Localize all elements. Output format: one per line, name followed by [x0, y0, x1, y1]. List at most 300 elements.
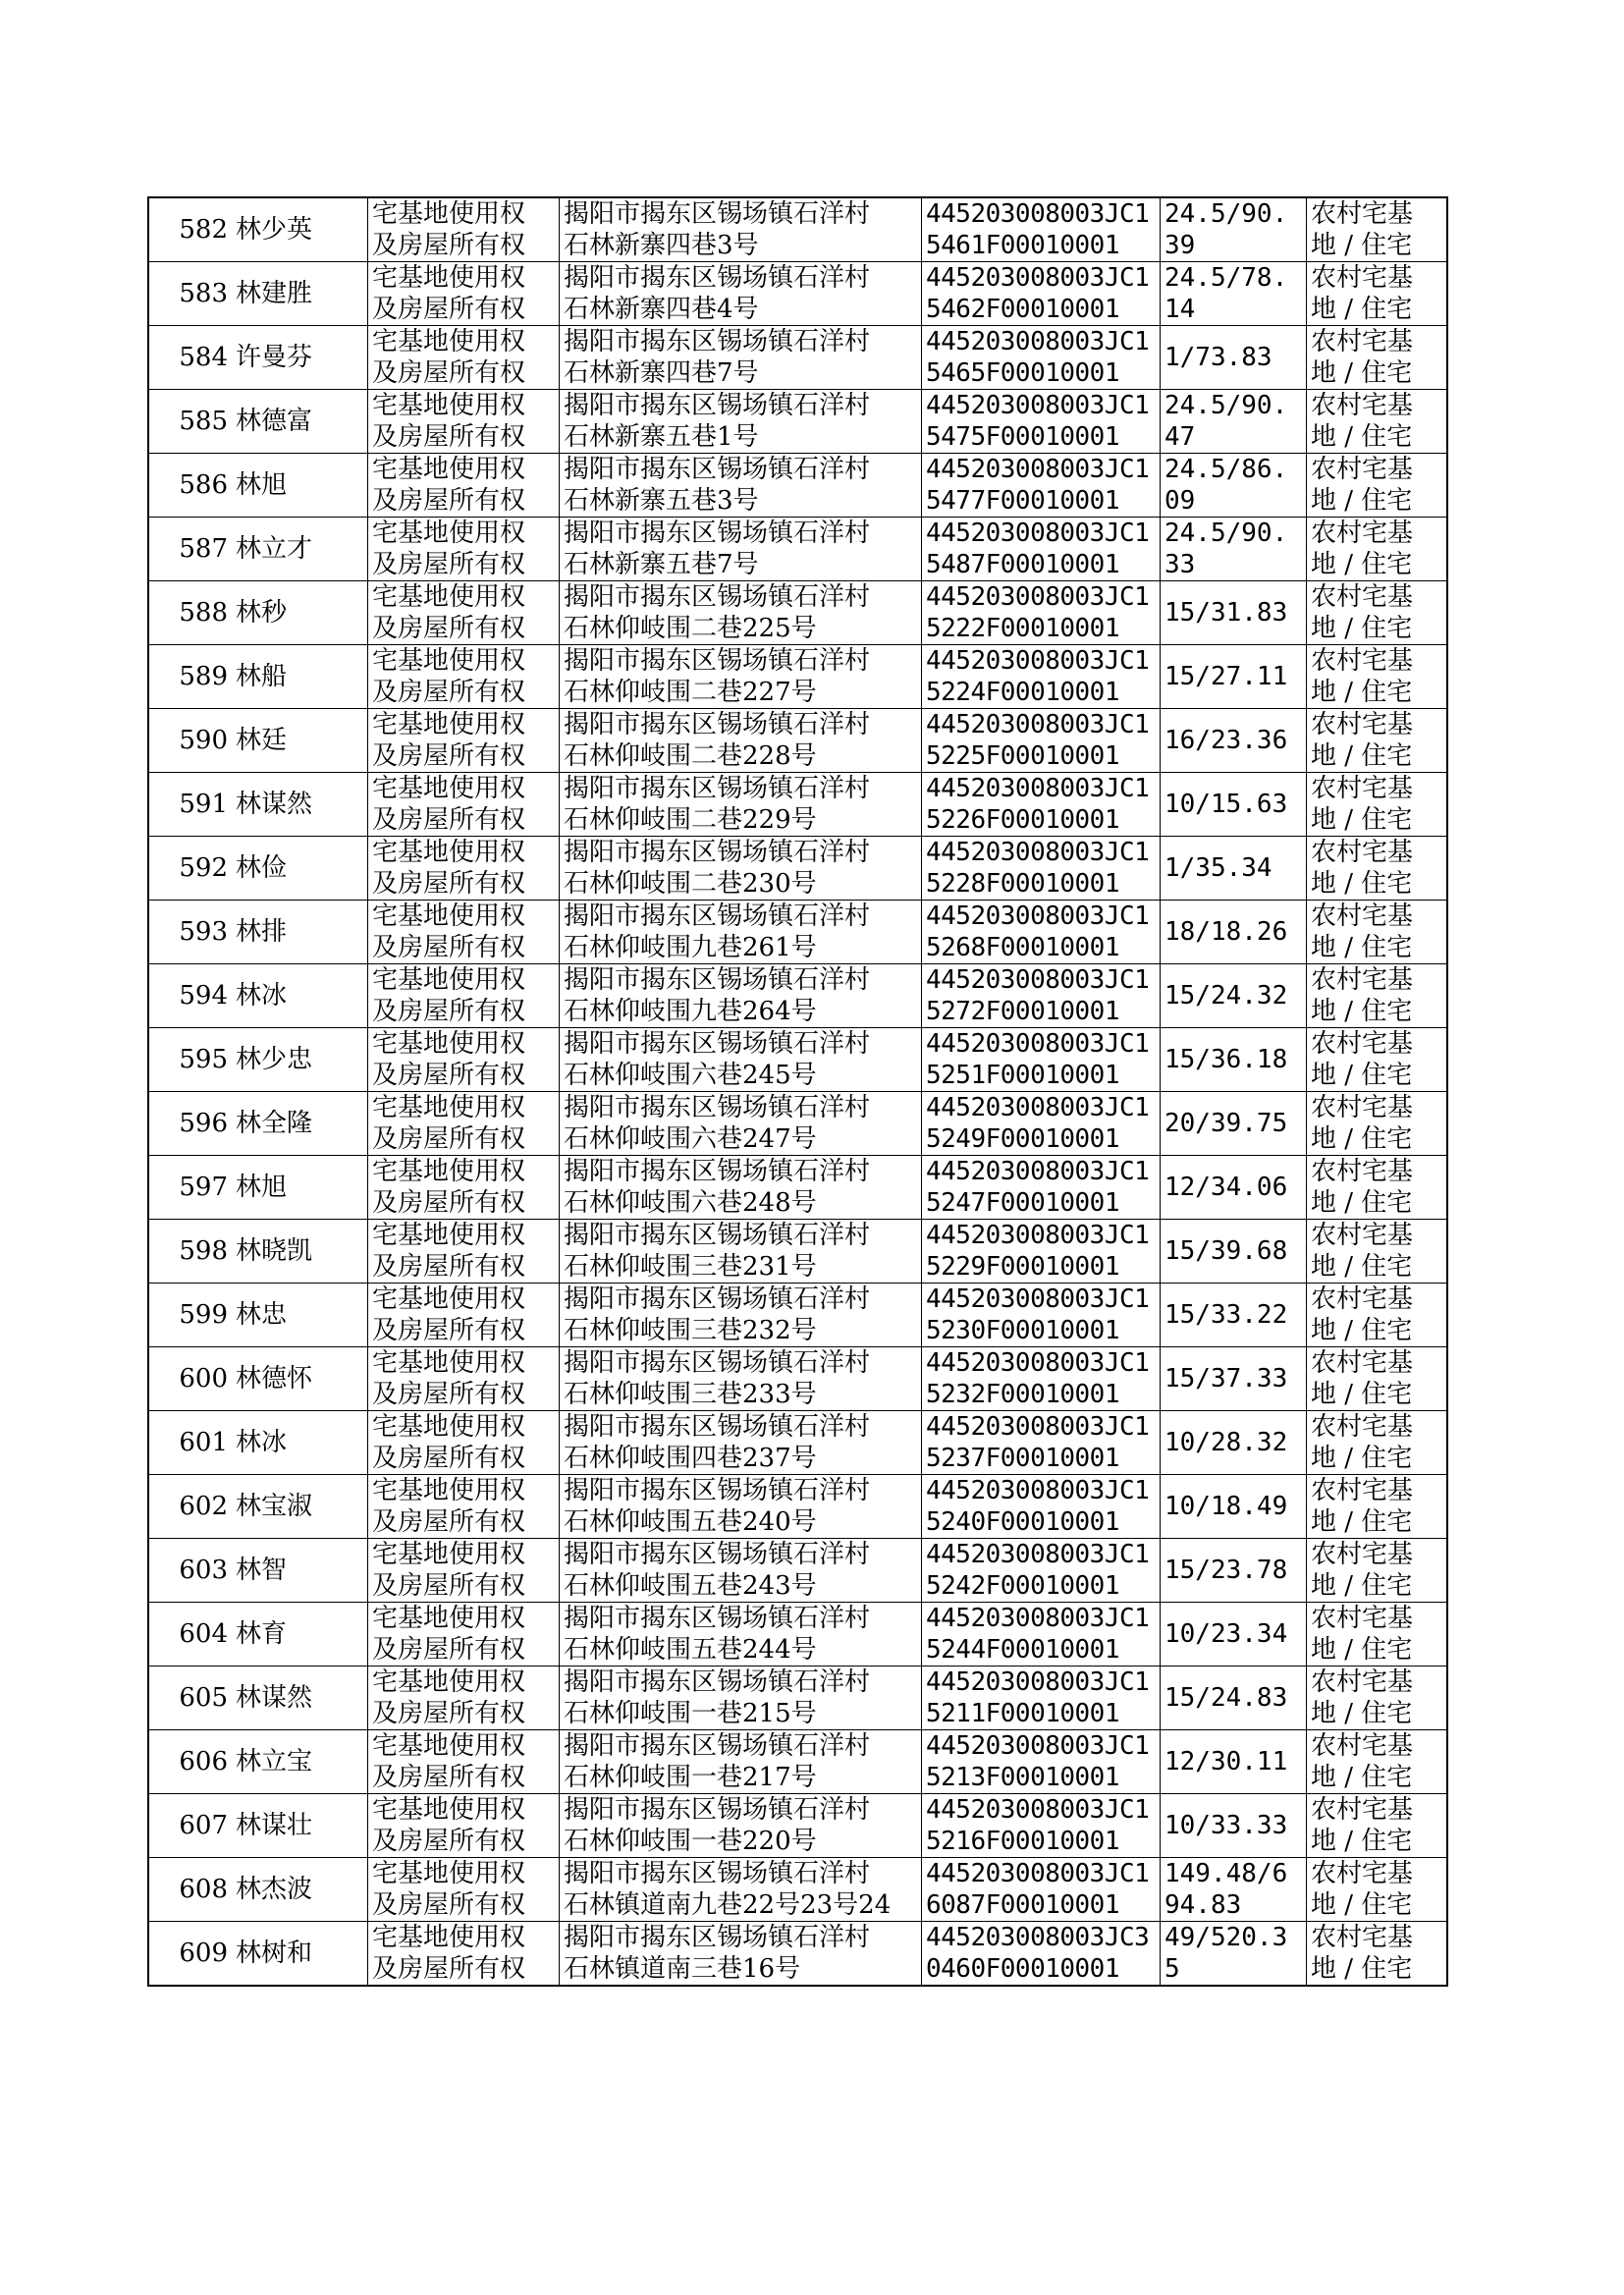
property-address-line: 石林新寨五巷3号 [564, 486, 759, 516]
owner-name: 林谋壮 [232, 1794, 368, 1858]
right-type [368, 262, 560, 326]
usage-line: 农村宅基 [1311, 1667, 1414, 1697]
property-address [560, 1922, 922, 1987]
usage-line: 地 / 住宅 [1311, 1380, 1413, 1409]
right-type-line: 宅基地使用权 [372, 1093, 526, 1122]
property-address [560, 1794, 922, 1858]
property-address-line: 石林仰岐围二巷227号 [564, 678, 817, 707]
table-row [148, 1220, 1447, 1284]
area-value-text: 10/18.49 [1164, 1492, 1288, 1521]
unit-code [922, 197, 1161, 262]
right-type [368, 1922, 560, 1987]
property-address [560, 1220, 922, 1284]
area-value [1161, 1347, 1307, 1411]
property-address-line: 揭阳市揭东区锡场镇石洋村 [564, 1093, 871, 1122]
table-row [148, 1156, 1447, 1220]
usage-line: 地 / 住宅 [1311, 997, 1413, 1026]
right-type-line: 宅基地使用权 [372, 1157, 526, 1186]
unit-code-text: 445203008003JC15213F00010001 [926, 1731, 1150, 1792]
right-type-line: 及房屋所有权 [372, 614, 526, 643]
usage-line: 地 / 住宅 [1311, 231, 1413, 260]
unit-code-text: 445203008003JC15461F00010001 [926, 199, 1150, 260]
owner-name: 林俭 [232, 837, 368, 901]
table-row [148, 964, 1447, 1028]
right-type-line: 及房屋所有权 [372, 1188, 526, 1218]
usage-line: 地 / 住宅 [1311, 1316, 1413, 1345]
row-number: 592 [148, 837, 232, 901]
table-row [148, 1475, 1447, 1539]
property-address-line: 石林镇道南九巷22号23号24 [564, 1890, 892, 1920]
table-row [148, 262, 1447, 326]
right-type-line: 宅基地使用权 [372, 263, 526, 293]
owner-name: 林立宝 [232, 1730, 368, 1794]
unit-code-text: 445203008003JC15222F00010001 [926, 582, 1150, 643]
right-type-line: 及房屋所有权 [372, 678, 526, 707]
usage-line: 农村宅基 [1311, 838, 1414, 867]
property-address-line: 石林仰岐围四巷237号 [564, 1444, 817, 1473]
unit-code [922, 837, 1161, 901]
area-value-text: 20/39.75 [1164, 1109, 1288, 1138]
property-address-line: 揭阳市揭东区锡场镇石洋村 [564, 582, 871, 612]
row-number: 597 [148, 1156, 232, 1220]
unit-code [922, 454, 1161, 518]
property-address [560, 773, 922, 837]
property-address-line: 揭阳市揭东区锡场镇石洋村 [564, 1795, 871, 1825]
row-number: 586 [148, 454, 232, 518]
area-value-text: 15/24.83 [1164, 1683, 1288, 1713]
table-row [148, 1858, 1447, 1922]
property-address-line: 揭阳市揭东区锡场镇石洋村 [564, 391, 871, 420]
property-address-line: 揭阳市揭东区锡场镇石洋村 [564, 774, 871, 803]
area-value-text: 12/34.06 [1164, 1173, 1288, 1202]
usage [1307, 197, 1448, 262]
usage-line: 农村宅基 [1311, 902, 1414, 931]
right-type [368, 1028, 560, 1092]
usage-line: 地 / 住宅 [1311, 1890, 1413, 1920]
area-value [1161, 1220, 1307, 1284]
property-address [560, 518, 922, 581]
owner-name: 林智 [232, 1539, 368, 1603]
unit-code-text: 445203008003JC15224F00010001 [926, 646, 1150, 707]
right-type [368, 645, 560, 709]
row-number: 598 [148, 1220, 232, 1284]
usage-line: 地 / 住宅 [1311, 1444, 1413, 1473]
area-value-text: 1/35.34 [1164, 853, 1272, 883]
area-value-text: 24.5/86.09 [1164, 455, 1288, 516]
area-value [1161, 901, 1307, 964]
area-value-text: 10/15.63 [1164, 790, 1288, 819]
table-row [148, 1667, 1447, 1730]
row-number: 603 [148, 1539, 232, 1603]
table-row [148, 1347, 1447, 1411]
area-value [1161, 964, 1307, 1028]
usage-line: 农村宅基 [1311, 1923, 1414, 1952]
property-address-line: 揭阳市揭东区锡场镇石洋村 [564, 1667, 871, 1697]
usage [1307, 1475, 1448, 1539]
right-type [368, 326, 560, 390]
property-address [560, 1539, 922, 1603]
owner-name: 林廷 [232, 709, 368, 773]
unit-code-text: 445203008003JC15244F00010001 [926, 1604, 1150, 1665]
area-value-text: 15/23.78 [1164, 1556, 1288, 1585]
owner-name: 林建胜 [232, 262, 368, 326]
owner-name: 林晓凯 [232, 1220, 368, 1284]
right-type-line: 宅基地使用权 [372, 774, 526, 803]
area-value-text: 49/520.35 [1164, 1923, 1288, 1984]
usage [1307, 709, 1448, 773]
row-number: 594 [148, 964, 232, 1028]
right-type-line: 及房屋所有权 [372, 1507, 526, 1537]
usage [1307, 326, 1448, 390]
right-type [368, 1539, 560, 1603]
property-address-line: 石林仰岐围五巷243号 [564, 1571, 817, 1601]
owner-name: 林忠 [232, 1284, 368, 1347]
usage-line: 农村宅基 [1311, 1348, 1414, 1378]
usage-line: 农村宅基 [1311, 199, 1414, 229]
owner-name: 林少英 [232, 197, 368, 262]
right-type-line: 及房屋所有权 [372, 933, 526, 962]
right-type [368, 390, 560, 454]
unit-code-text: 445203008003JC15226F00010001 [926, 774, 1150, 835]
property-address [560, 1411, 922, 1475]
area-value [1161, 1667, 1307, 1730]
right-type-line: 及房屋所有权 [372, 422, 526, 452]
area-value [1161, 1794, 1307, 1858]
right-type-line: 及房屋所有权 [372, 1061, 526, 1090]
right-type [368, 197, 560, 262]
right-type-line: 宅基地使用权 [372, 838, 526, 867]
usage [1307, 1603, 1448, 1667]
right-type [368, 1092, 560, 1156]
row-number: 604 [148, 1603, 232, 1667]
property-address-line: 石林仰岐围五巷244号 [564, 1635, 817, 1665]
usage-line: 农村宅基 [1311, 646, 1414, 676]
unit-code-text: 445203008003JC15475F00010001 [926, 391, 1150, 452]
usage-line: 地 / 住宅 [1311, 678, 1413, 707]
table-row [148, 1028, 1447, 1092]
usage-line: 地 / 住宅 [1311, 614, 1413, 643]
usage [1307, 645, 1448, 709]
area-value [1161, 645, 1307, 709]
property-address-line: 揭阳市揭东区锡场镇石洋村 [564, 1540, 871, 1569]
right-type-line: 宅基地使用权 [372, 1731, 526, 1761]
area-value [1161, 581, 1307, 645]
usage [1307, 1028, 1448, 1092]
usage [1307, 1284, 1448, 1347]
property-address-line: 石林仰岐围六巷247号 [564, 1124, 817, 1154]
table-row [148, 901, 1447, 964]
right-type-line: 及房屋所有权 [372, 295, 526, 324]
unit-code [922, 262, 1161, 326]
usage [1307, 1922, 1448, 1987]
usage-line: 农村宅基 [1311, 455, 1414, 484]
unit-code-text: 445203008003JC15272F00010001 [926, 965, 1150, 1026]
right-type [368, 1220, 560, 1284]
row-number: 602 [148, 1475, 232, 1539]
right-type [368, 1603, 560, 1667]
right-type-line: 及房屋所有权 [372, 1699, 526, 1728]
owner-name: 许曼芬 [232, 326, 368, 390]
owner-name: 林全隆 [232, 1092, 368, 1156]
table-row [148, 518, 1447, 581]
unit-code-text: 445203008003JC15232F00010001 [926, 1348, 1150, 1409]
usage-line: 地 / 住宅 [1311, 1252, 1413, 1282]
property-address-line: 石林仰岐围三巷231号 [564, 1252, 817, 1282]
right-type-line: 及房屋所有权 [372, 1444, 526, 1473]
owner-name: 林谋然 [232, 773, 368, 837]
property-address-line: 揭阳市揭东区锡场镇石洋村 [564, 646, 871, 676]
owner-name: 林宝淑 [232, 1475, 368, 1539]
property-address [560, 964, 922, 1028]
property-address-line: 石林仰岐围二巷230号 [564, 869, 817, 899]
usage [1307, 1858, 1448, 1922]
property-address-line: 揭阳市揭东区锡场镇石洋村 [564, 519, 871, 548]
property-address-line: 石林仰岐围二巷225号 [564, 614, 817, 643]
usage-line: 农村宅基 [1311, 1604, 1414, 1633]
area-value [1161, 197, 1307, 262]
usage [1307, 1156, 1448, 1220]
unit-code [922, 390, 1161, 454]
right-type [368, 1475, 560, 1539]
unit-code [922, 964, 1161, 1028]
right-type-line: 宅基地使用权 [372, 582, 526, 612]
area-value [1161, 1028, 1307, 1092]
right-type-line: 及房屋所有权 [372, 805, 526, 835]
usage-line: 农村宅基 [1311, 1731, 1414, 1761]
unit-code [922, 1475, 1161, 1539]
unit-code [922, 1858, 1161, 1922]
table-row [148, 1092, 1447, 1156]
area-value-text: 12/30.11 [1164, 1747, 1288, 1776]
property-address [560, 645, 922, 709]
owner-name: 林冰 [232, 1411, 368, 1475]
usage-line: 农村宅基 [1311, 519, 1414, 548]
usage-line: 地 / 住宅 [1311, 805, 1413, 835]
right-type-line: 宅基地使用权 [372, 1923, 526, 1952]
unit-code [922, 1028, 1161, 1092]
row-number: 607 [148, 1794, 232, 1858]
area-value-text: 24.5/78.14 [1164, 263, 1288, 324]
usage [1307, 454, 1448, 518]
property-address-line: 石林新寨四巷3号 [564, 231, 759, 260]
property-address [560, 197, 922, 262]
right-type-line: 宅基地使用权 [372, 1029, 526, 1059]
right-type-line: 及房屋所有权 [372, 1827, 526, 1856]
usage [1307, 1347, 1448, 1411]
unit-code [922, 1922, 1161, 1987]
property-address-line: 石林镇道南三巷16号 [564, 1954, 801, 1984]
usage-line: 农村宅基 [1311, 263, 1414, 293]
usage [1307, 837, 1448, 901]
usage [1307, 581, 1448, 645]
property-address-line: 揭阳市揭东区锡场镇石洋村 [564, 1348, 871, 1378]
right-type-line: 宅基地使用权 [372, 1284, 526, 1314]
property-address-line: 石林仰岐围一巷215号 [564, 1699, 817, 1728]
usage-line: 农村宅基 [1311, 1859, 1414, 1888]
unit-code [922, 645, 1161, 709]
area-value-text: 10/33.33 [1164, 1811, 1288, 1840]
right-type-line: 及房屋所有权 [372, 550, 526, 579]
usage-line: 地 / 住宅 [1311, 295, 1413, 324]
area-value [1161, 709, 1307, 773]
right-type-line: 宅基地使用权 [372, 1540, 526, 1569]
table-row [148, 1730, 1447, 1794]
unit-code-text: 445203008003JC15230F00010001 [926, 1284, 1150, 1345]
area-value [1161, 518, 1307, 581]
row-number: 593 [148, 901, 232, 964]
right-type-line: 宅基地使用权 [372, 1859, 526, 1888]
row-number: 584 [148, 326, 232, 390]
area-value-text: 10/28.32 [1164, 1428, 1288, 1457]
area-value [1161, 326, 1307, 390]
unit-code [922, 1730, 1161, 1794]
usage-line: 农村宅基 [1311, 1221, 1414, 1250]
property-address-line: 揭阳市揭东区锡场镇石洋村 [564, 1859, 871, 1888]
right-type [368, 1411, 560, 1475]
right-type-line: 及房屋所有权 [372, 1635, 526, 1665]
property-address-line: 揭阳市揭东区锡场镇石洋村 [564, 902, 871, 931]
row-number: 599 [148, 1284, 232, 1347]
table-row [148, 645, 1447, 709]
property-address-line: 揭阳市揭东区锡场镇石洋村 [564, 1221, 871, 1250]
row-number: 582 [148, 197, 232, 262]
property-address-line: 石林仰岐围九巷264号 [564, 997, 817, 1026]
area-value [1161, 1411, 1307, 1475]
right-type-line: 及房屋所有权 [372, 486, 526, 516]
table-row [148, 390, 1447, 454]
right-type-line: 宅基地使用权 [372, 1795, 526, 1825]
unit-code-text: 445203008003JC15477F00010001 [926, 455, 1150, 516]
area-value-text: 15/33.22 [1164, 1300, 1288, 1330]
area-value-text: 16/23.36 [1164, 726, 1288, 755]
right-type-line: 及房屋所有权 [372, 231, 526, 260]
usage-line: 地 / 住宅 [1311, 1188, 1413, 1218]
property-address-line: 石林仰岐围二巷229号 [564, 805, 817, 835]
usage-line: 地 / 住宅 [1311, 1954, 1413, 1984]
right-type [368, 1667, 560, 1730]
right-type-line: 宅基地使用权 [372, 1348, 526, 1378]
area-value-text: 149.48/694.83 [1164, 1859, 1288, 1920]
right-type-line: 及房屋所有权 [372, 1380, 526, 1409]
property-address-line: 揭阳市揭东区锡场镇石洋村 [564, 710, 871, 739]
property-address [560, 262, 922, 326]
right-type-line: 及房屋所有权 [372, 741, 526, 771]
area-value [1161, 1730, 1307, 1794]
owner-name: 林杰波 [232, 1858, 368, 1922]
unit-code-text: 445203008003JC15247F00010001 [926, 1157, 1150, 1218]
unit-code [922, 1603, 1161, 1667]
property-address [560, 454, 922, 518]
registry-table [147, 196, 1448, 1987]
usage-line: 地 / 住宅 [1311, 741, 1413, 771]
row-number: 609 [148, 1922, 232, 1987]
table-row [148, 1603, 1447, 1667]
usage [1307, 964, 1448, 1028]
usage [1307, 1794, 1448, 1858]
usage [1307, 1092, 1448, 1156]
table-row [148, 1411, 1447, 1475]
property-address-line: 揭阳市揭东区锡场镇石洋村 [564, 1604, 871, 1633]
unit-code [922, 901, 1161, 964]
property-address [560, 1667, 922, 1730]
usage-line: 农村宅基 [1311, 965, 1414, 995]
table-row [148, 1794, 1447, 1858]
property-address [560, 1092, 922, 1156]
right-type-line: 及房屋所有权 [372, 1571, 526, 1601]
right-type-line: 及房屋所有权 [372, 358, 526, 388]
table-row [148, 1539, 1447, 1603]
property-address [560, 1347, 922, 1411]
usage-line: 农村宅基 [1311, 1093, 1414, 1122]
unit-code-text: 445203008003JC30460F00010001 [926, 1923, 1150, 1984]
right-type-line: 宅基地使用权 [372, 965, 526, 995]
usage-line: 地 / 住宅 [1311, 422, 1413, 452]
right-type-line: 及房屋所有权 [372, 1124, 526, 1154]
unit-code [922, 1220, 1161, 1284]
owner-name: 林德富 [232, 390, 368, 454]
right-type-line: 宅基地使用权 [372, 1476, 526, 1505]
area-value-text: 15/39.68 [1164, 1236, 1288, 1266]
usage-line: 地 / 住宅 [1311, 1635, 1413, 1665]
area-value-text: 24.5/90.33 [1164, 519, 1288, 579]
area-value [1161, 1539, 1307, 1603]
usage [1307, 773, 1448, 837]
row-number: 583 [148, 262, 232, 326]
unit-code [922, 1667, 1161, 1730]
property-address [560, 1475, 922, 1539]
usage-line: 地 / 住宅 [1311, 1061, 1413, 1090]
property-address-line: 揭阳市揭东区锡场镇石洋村 [564, 199, 871, 229]
table-row [148, 454, 1447, 518]
property-address [560, 1603, 922, 1667]
property-address-line: 石林新寨四巷7号 [564, 358, 759, 388]
area-value [1161, 773, 1307, 837]
usage-line: 农村宅基 [1311, 1157, 1414, 1186]
property-address-line: 石林仰岐围六巷248号 [564, 1188, 817, 1218]
unit-code [922, 326, 1161, 390]
property-address-line: 揭阳市揭东区锡场镇石洋村 [564, 1284, 871, 1314]
unit-code [922, 581, 1161, 645]
property-address-line: 揭阳市揭东区锡场镇石洋村 [564, 1157, 871, 1186]
table-row [148, 837, 1447, 901]
row-number: 590 [148, 709, 232, 773]
right-type-line: 宅基地使用权 [372, 902, 526, 931]
property-address-line: 揭阳市揭东区锡场镇石洋村 [564, 1923, 871, 1952]
usage [1307, 390, 1448, 454]
area-value [1161, 1858, 1307, 1922]
property-address-line: 石林新寨五巷1号 [564, 422, 759, 452]
unit-code [922, 1156, 1161, 1220]
unit-code-text: 445203008003JC15240F00010001 [926, 1476, 1150, 1537]
area-value-text: 15/37.33 [1164, 1364, 1288, 1393]
table-row [148, 197, 1447, 262]
owner-name: 林旭 [232, 454, 368, 518]
table-row [148, 709, 1447, 773]
usage-line: 农村宅基 [1311, 1476, 1414, 1505]
usage [1307, 1411, 1448, 1475]
property-address [560, 1730, 922, 1794]
area-value-text: 24.5/90.47 [1164, 391, 1288, 452]
owner-name: 林德怀 [232, 1347, 368, 1411]
right-type-line: 宅基地使用权 [372, 391, 526, 420]
area-value [1161, 262, 1307, 326]
usage-line: 地 / 住宅 [1311, 358, 1413, 388]
usage-line: 农村宅基 [1311, 1540, 1414, 1569]
right-type-line: 宅基地使用权 [372, 327, 526, 356]
right-type-line: 宅基地使用权 [372, 1221, 526, 1250]
owner-name: 林排 [232, 901, 368, 964]
property-address-line: 石林仰岐围二巷228号 [564, 741, 817, 771]
